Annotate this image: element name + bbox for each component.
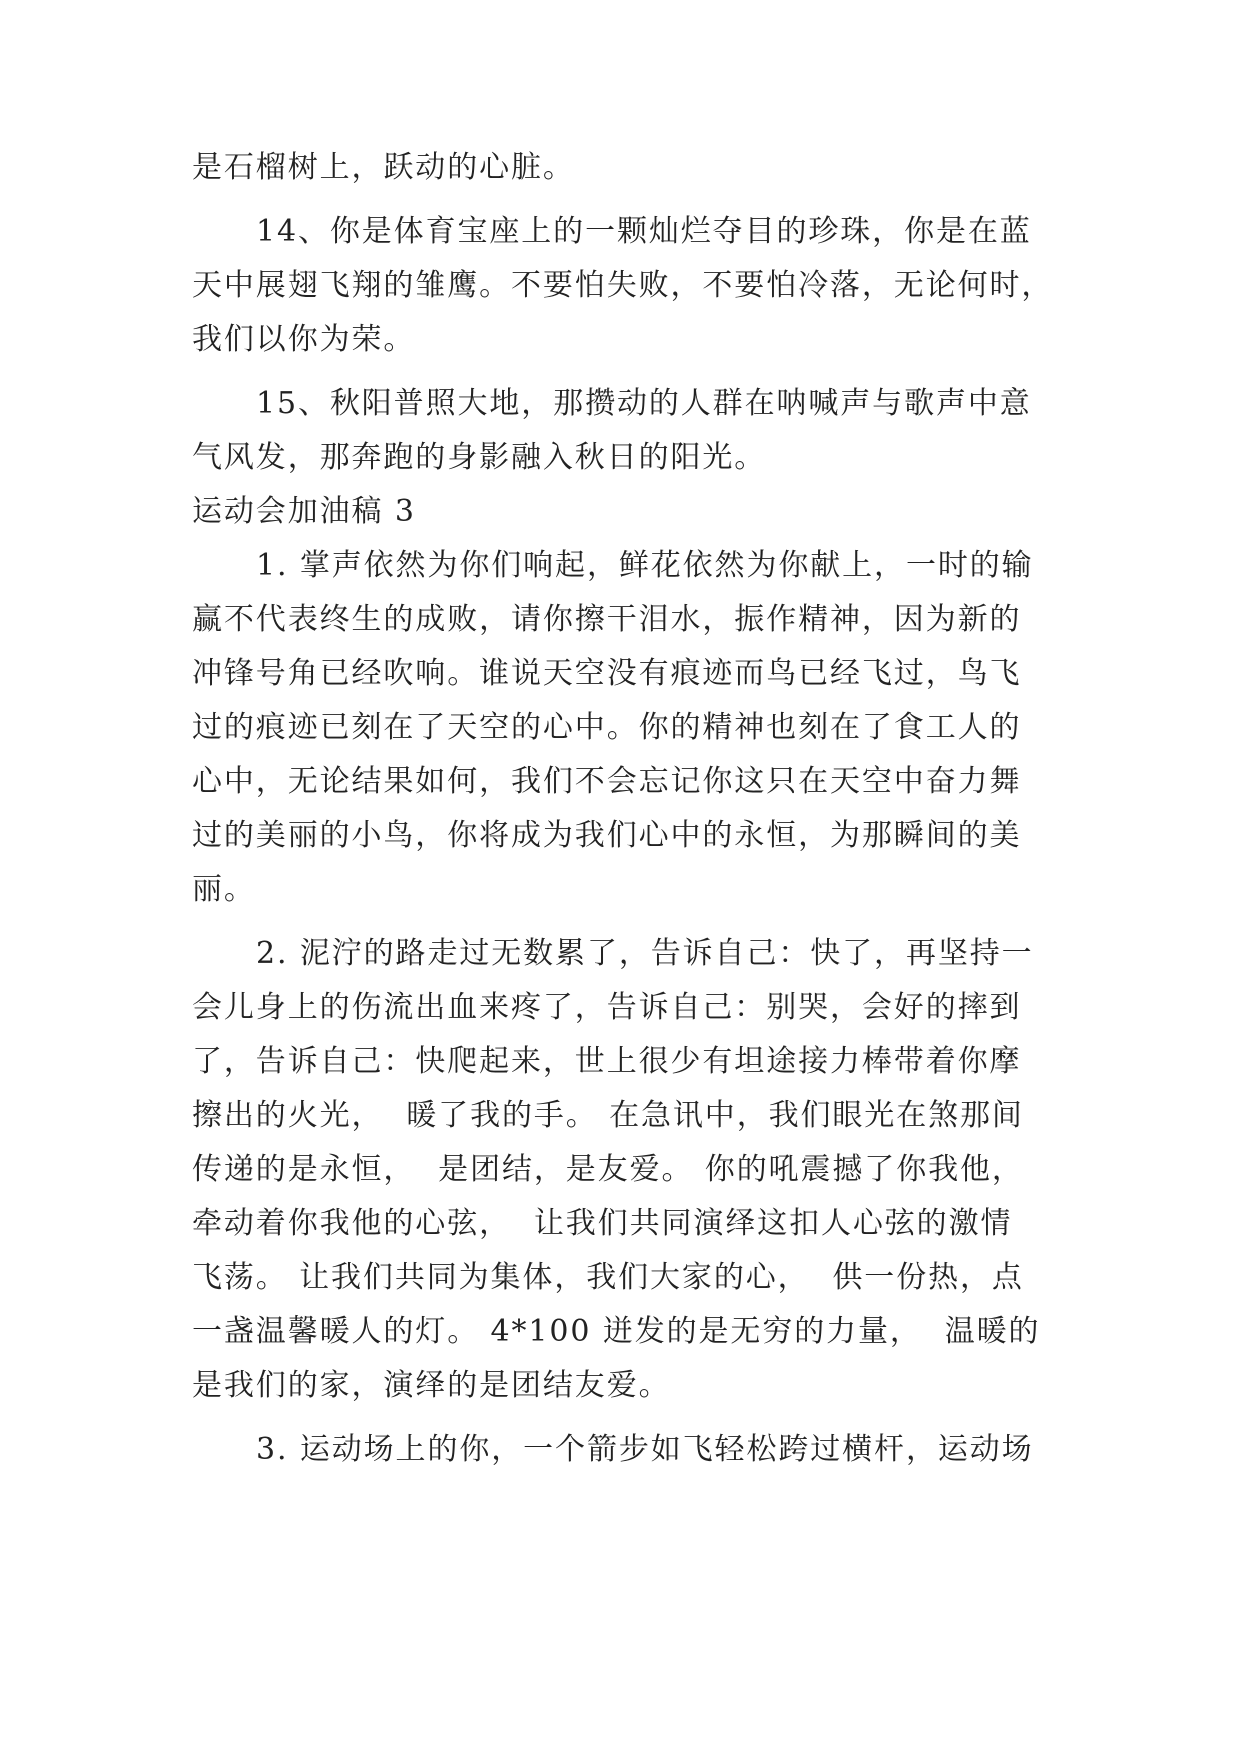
text-line: 传递的是永恒， 是团结，是友爱。 你的吼震撼了你我他，	[192, 1152, 1024, 1187]
text-line: 赢不代表终生的成败，请你擦干泪水，振作精神，因为新的	[192, 602, 1022, 637]
text-line: 心中，无论结果如何，我们不会忘记你这只在天空中奋力舞	[192, 764, 1022, 799]
text-line: 是我们的家，演绎的是团结友爱。	[192, 1368, 671, 1403]
text-line: 过的痕迹已刻在了天空的心中。你的精神也刻在了食工人的	[192, 710, 1022, 745]
text-line: 过的美丽的小鸟，你将成为我们心中的永恒，为那瞬间的美	[192, 818, 1022, 853]
paragraph-15-start: 15、秋阳普照大地，那攒动的人群在呐喊声与歌声中意	[256, 386, 1032, 421]
text-line: 了，告诉自己：快爬起来，世上很少有坦途接力棒带着你摩	[192, 1044, 1022, 1079]
text-line: 丽。	[192, 872, 256, 907]
text-line: 飞荡。 让我们共同为集体，我们大家的心， 供一份热，点	[192, 1260, 1024, 1295]
text-line: 会儿身上的伤流出血来疼了，告诉自己：别哭，会好的摔到	[192, 990, 1022, 1025]
text-line: 天中展翅飞翔的雏鹰。不要怕失败，不要怕冷落，无论何时，	[192, 268, 1054, 303]
paragraph-3-start: 3. 运动场上的你，一个箭步如飞轻松跨过横杆，运动场	[256, 1432, 1034, 1467]
section-heading: 运动会加油稿 3	[192, 494, 416, 529]
paragraph-1-start: 1. 掌声依然为你们响起，鲜花依然为你献上，一时的输	[256, 548, 1034, 583]
text-line: 冲锋号角已经吹响。谁说天空没有痕迹而鸟已经飞过，鸟飞	[192, 656, 1022, 691]
text-line: 我们以你为荣。	[192, 322, 416, 357]
paragraph-2-start: 2. 泥泞的路走过无数累了，告诉自己：快了，再坚持一	[256, 936, 1034, 971]
text-line: 一盏温馨暖人的灯。 4*100 迸发的是无穷的力量， 温暖的	[192, 1314, 1041, 1349]
text-line: 气风发，那奔跑的身影融入秋日的阳光。	[192, 440, 767, 475]
text-line: 牵动着你我他的心弦， 让我们共同演绎这扣人心弦的激情	[192, 1206, 1013, 1241]
text-line: 擦出的火光， 暖了我的手。 在急讯中，我们眼光在煞那间	[192, 1098, 1024, 1133]
paragraph-14-start: 14、你是体育宝座上的一颗灿烂夺目的珍珠，你是在蓝	[256, 214, 1032, 249]
text-line: 是石榴树上，跃动的心脏。	[192, 150, 575, 185]
